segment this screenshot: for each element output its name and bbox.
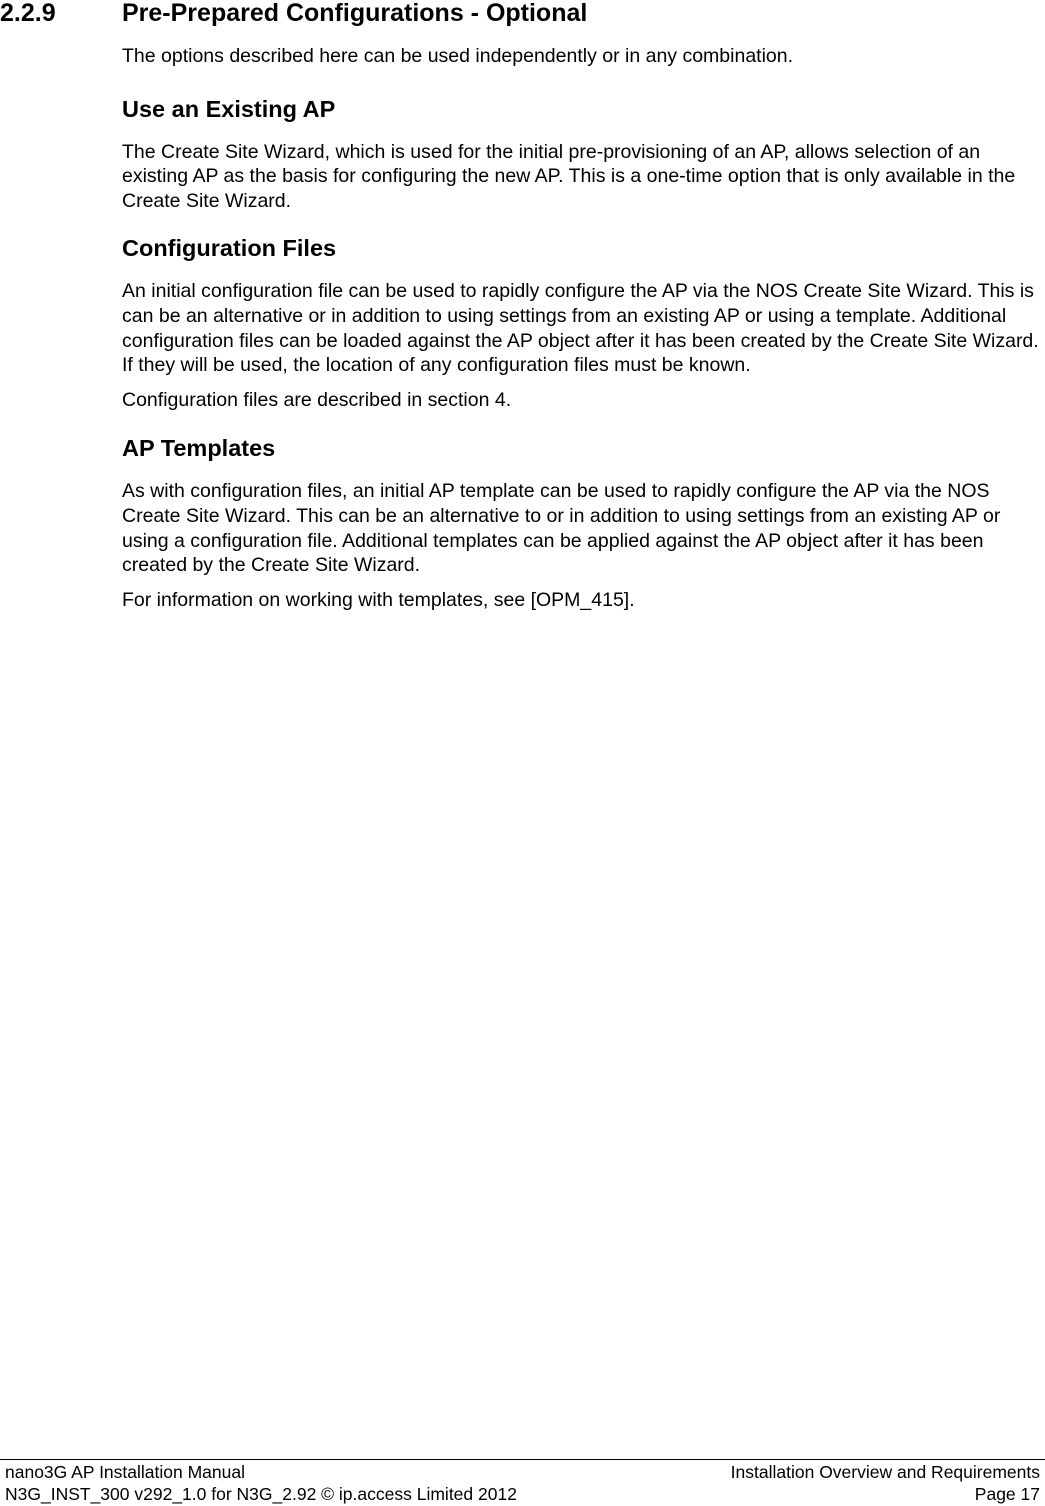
- footer-divider: [0, 1459, 1045, 1460]
- heading-configuration-files: Configuration Files: [122, 235, 337, 262]
- section-title: Pre-Prepared Configurations - Optional: [122, 0, 588, 27]
- document-body: [122, 44, 1040, 612]
- footer-manual-title: nano3G AP Installation Manual: [5, 1462, 245, 1482]
- footer-document-reference: N3G_INST_300 v292_1.0 for N3G_2.92 © ip.access Limited 2012: [5, 1484, 517, 1504]
- paragraph-ap-templates: As with configuration files, an initial AP template can be used to rapidly configure the AP via the NOS Create Site Wizard. This can be an alternative to or in addition to using settings from an existing AP or using a configuration file. Additional templates can be applied against the AP object after it has been created by the Create Site Wizard.: [122, 480, 1001, 577]
- heading-use-existing-ap: Use an Existing AP: [122, 95, 336, 122]
- paragraph-ap-templates-note: For information on working with templates, see [OPM_415].: [122, 588, 635, 611]
- section-number: 2.2.9: [0, 0, 56, 27]
- intro-paragraph: The options described here can be used independently or in any combination.: [122, 45, 794, 67]
- paragraph-use-existing-ap: The Create Site Wizard, which is used for the initial pre-provisioning of an AP, allows selection of an existing AP as the basis for configuring the new AP. This is a one-time option that is only available in the Create Site Wizard.: [122, 140, 1016, 212]
- footer-page-number: Page 17: [974, 1484, 1040, 1504]
- paragraph-configuration-files: An initial configuration file can be used to rapidly configure the AP via the NOS Create Site Wizard. This is can be an alternative or in addition to using settings from an existing AP or using a template. Additional configuration files can be loaded against the AP object after it has been created by the Create Site Wizard. If they will be used, the location of any configuration files must be known.: [122, 280, 1039, 377]
- footer-chapter-title: Installation Overview and Requirements: [730, 1462, 1040, 1482]
- paragraph-configuration-files-note: Configuration files are described in section 4.: [122, 388, 512, 411]
- heading-ap-templates: AP Templates: [122, 435, 276, 462]
